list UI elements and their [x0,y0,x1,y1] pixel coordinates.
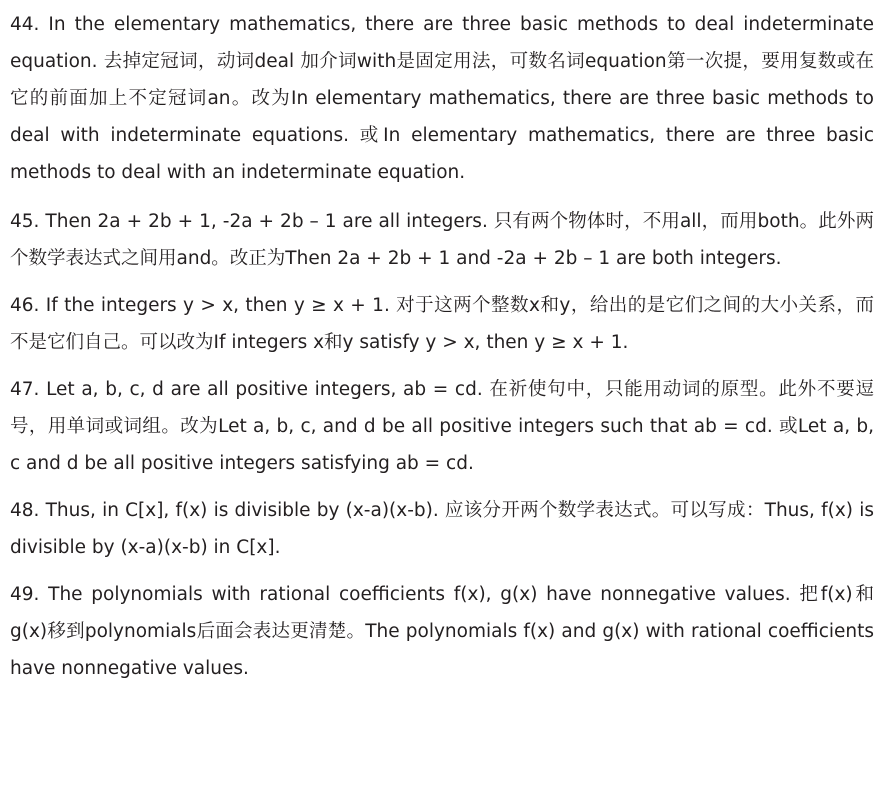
paragraph-item-48: 48. Thus, in C[x], f(x) is divisible by (x-a)(x-b). 应该分开两个数学表达式。可以写成：Thus, f(x) is divisible by (x-a)(x-b) in C[x]. [10,500,874,558]
paragraph-item-45: 45. Then 2a + 2b + 1, -2a + 2b – 1 are all integers. 只有两个物体时，不用all，而用both。此外两个数学表达式之间用and。改正为Then 2a + 2b + 1 and -2a + 2b – 1 are both integers. [10,211,874,269]
paragraph-item-49: 49. The polynomials with rational coefficients f(x), g(x) have nonnegative values. 把f(x)和g(x)移到polynomials后面会表达更清楚。The polynomials f(x) and g(x) with rational coefficients have nonnegative values. [10,584,874,679]
paragraph-item-44: 44. In the elementary mathematics, there are three basic methods to deal indeterminate equation. 去掉定冠词，动词deal 加介词with是固定用法，可数名词equation第一次提，要用复数或在它的前面加上不定冠词an。改为In elementary mathematics, there are three basic methods to deal with indeterminate equations. 或In elementary mathematics, there are three basic methods to deal with an indeterminate equation. [10,14,874,183]
paragraph-item-46: 46. If the integers y > x, then y ≥ x + 1. 对于这两个整数x和y，给出的是它们之间的大小关系，而不是它们自己。可以改为If integers x和y satisfy y > x, then y ≥ x + 1. [10,295,874,353]
paragraph-item-47: 47. Let a, b, c, d are all positive integers, ab = cd. 在祈使句中，只能用动词的原型。此外不要逗号，用单词或词组。改为Let a, b, c, and d be all positive integers such that ab = cd. 或Let a, b, c and d be all positive integers satisfying ab = cd. [10,379,874,474]
